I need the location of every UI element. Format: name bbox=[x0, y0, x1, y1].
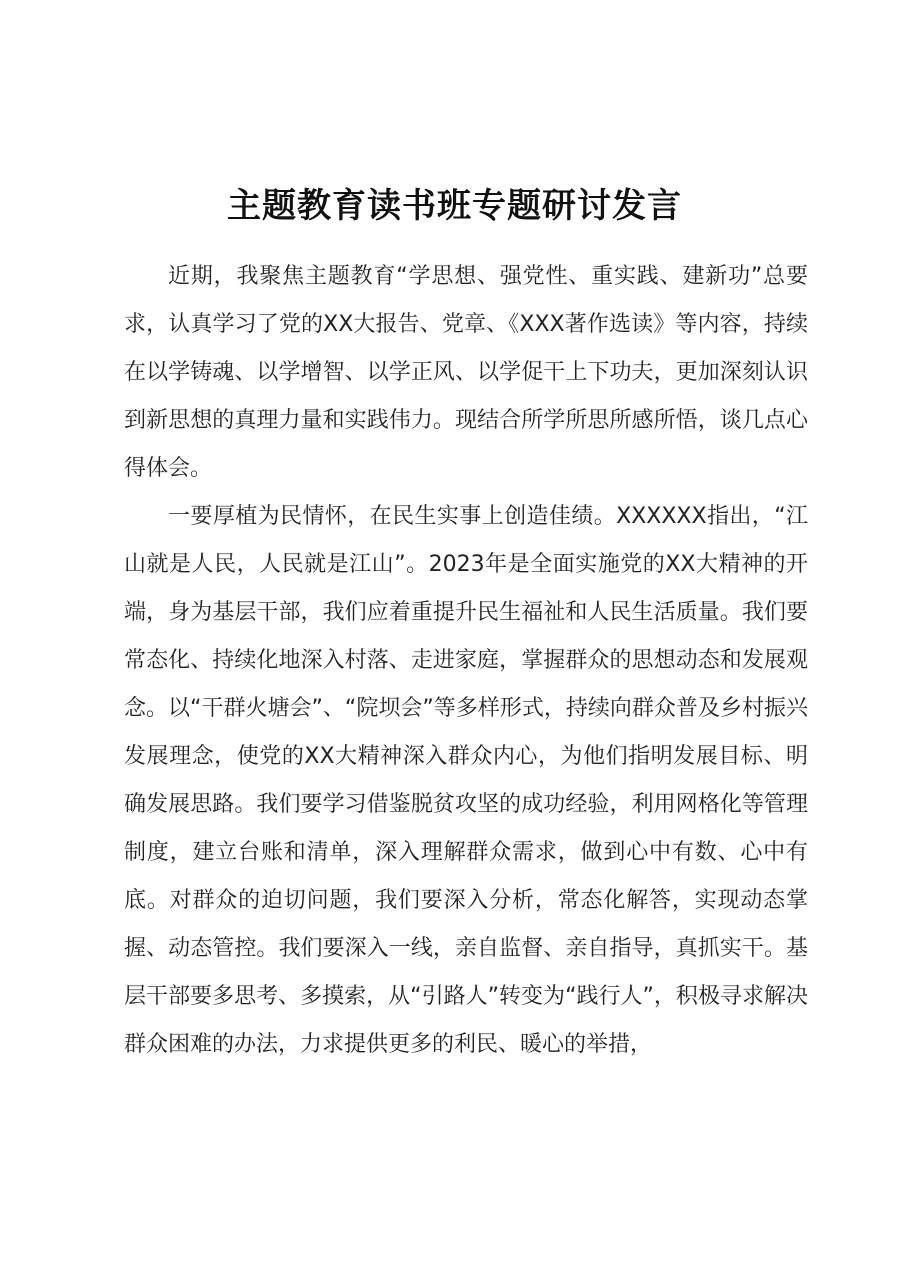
paragraph-intro: 近期，我聚焦主题教育“学思想、强党性、重实践、建新功”总要求，认真学习了党的XX大报告、党章、《XXX著作选读》等内容，持续在以学铸魂、以学增智、以学正风、以学促干上下功夫，更加深刻认识到新思想的真理力量和实践伟力。现结合所学所思所感所悟，谈几点心得体会。 bbox=[124, 264, 808, 481]
paragraph-point-one: 一要厚植为民情怀，在民生实事上创造佳绩。XXXXXX指出，“江山就是人民，人民就是江山”。2023年是全面实施党的XX大精神的开端，身为基层干部，我们应着重提升民生福祉和人民生活质量。我们要常态化、持续化地深入村落、走进家庭，掌握群众的思想动态和发展观念。以“干群火塘会”、“院坝会”等多样形式，持续向群众普及乡村振兴发展理念，使党的XX大精神深入群众内心，为他们指明发展目标、明确发展思路。我们要学习借鉴脱贫攻坚的成功经验，利用网格化等管理制度，建立台账和清单，深入理解群众需求，做到心中有数、心中有底。对群众的迫切问题，我们要深入分析，常态化解答，实现动态掌握、动态管控。我们要深入一线，亲自监督、亲自指导，真抓实干。基层干部要多思考、多摸索，从“引路人”转变为“践行人”，积极寻求解决群众困难的办法，力求提供更多的利民、暖心的举措， bbox=[124, 504, 808, 1057]
document-body bbox=[124, 253, 808, 1069]
document-title: 主题教育读书班专题研讨发言 bbox=[227, 186, 682, 226]
